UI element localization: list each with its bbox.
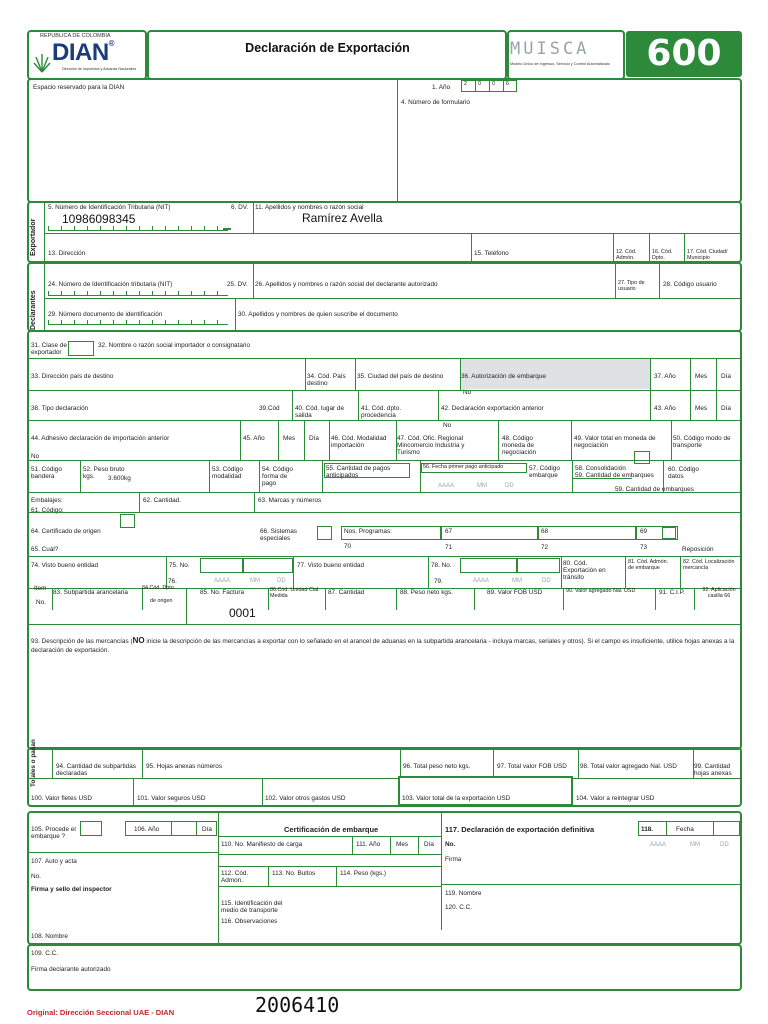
republic-label: REPUBLICA DE COLOMBIA [40,33,111,39]
nit-digit-ticks [48,291,228,296]
entity-approval-label-74: 74. Visto bueno entidad [31,562,99,569]
shipping-authorization-no: No [463,389,472,396]
location-code-label: 82. Cód. Localización mercancía [683,559,735,571]
cargo-manifest-label: 110. No. Manifiesto de carga [221,841,303,848]
proceed-shipment-label: 105. Procede el embarque ? [31,826,76,841]
definitive-signature-label: Firma [445,856,462,863]
added-value-label: 90. Valor agregado Nal. USD [566,588,636,594]
transport-mode-label: 50. Código modo de transporte [673,435,731,450]
r39-code-label: 39.Cód [259,405,280,412]
r118-label: 118. [641,826,654,833]
goods-description-label: 93. Descripción de las mercancías (NO inicie la descripción de las mercancías a exportar con lo señalado en el arancel de aduanas en la subpartida arancelaria - incluya marcas, seriales y otros). Si el campo es insuficiente, utilice hojas anexas a la declaración de exportación. [31,636,735,654]
inspector-name-label: 108. Nombre [31,933,68,940]
program-68-input[interactable] [538,526,636,540]
declarantes-section-label: Declarantes [30,290,37,330]
r45-year-label: 45. Año [243,435,265,442]
r111-year-label: 111. Año [356,841,381,848]
payment-form-label: 54. Código forma de pago [262,466,293,488]
quantity-label: 87. Cantidad [328,589,365,596]
approval-no-label-78: 78. No. [431,562,452,569]
total-fob-label: 97. Total valor FOB USD [497,763,567,770]
box66-application-label: 92. Aplicación casilla 66 [702,587,736,599]
special-systems-label: 66. Sistemas especiales [260,528,297,543]
advance-payments-label: 55. Cantidad de pagos anticipados [326,465,391,480]
date-day-hint: DD [505,483,514,489]
item-no-label: No. [36,599,46,606]
program-67-label: 67 [445,528,453,535]
approval-date-input-76[interactable] [243,558,293,573]
r37-day-label: Día [721,373,731,380]
auto-act-label: 107. Auto y acta [31,858,77,865]
exportador-nit-value[interactable]: 10986098345 [62,212,136,226]
date-year-hint: AAAA [650,842,667,848]
transit-export-label: 80. Cód. Exportación en tránsito [563,560,606,582]
r37-month-label: Mes [695,373,708,380]
total-currency-input[interactable] [634,451,650,464]
r43-day-label: Día [721,405,731,412]
declarante-doc-label: 29. Número documento de identificación [48,311,163,318]
shipment-code-label: 57. Código embarque [529,465,560,480]
dian-seal-icon [33,50,51,74]
previous-declaration-no: No [443,422,452,429]
year-digit: 0 [478,81,481,87]
date-month-hint: MM [477,483,487,489]
r111-day-label: Día [424,841,434,848]
dian-logo-text: DIAN® [52,39,115,66]
goods-description-input[interactable] [31,660,737,744]
invoice-no-label: 85. No. Factura [200,589,245,596]
reserved-label: Espacio reservado para la DIAN [33,84,125,91]
consolidation-label: 58. Consolidación [575,465,626,472]
entity-approval-label-77: 77. Visto bueno entidad [297,562,365,569]
packaging-quantity-label: 62. Cantidad. [143,497,182,504]
flag-code-label: 51. Código bandera [31,466,62,481]
total-currency-label: 49. Valor total en moneda de negociación [574,435,656,450]
freight-value-label: 100. Valor fletes USD [31,795,92,802]
programs-label: Nos. Programas: [344,528,392,535]
muisca-subtitle: Modelo Único de Ingresos, Servicio y Control Automatizado [510,62,611,66]
special-systems-checkbox[interactable] [317,526,332,540]
program-70-label: 70 [344,543,352,550]
import-sticker-label: 44. Adhesivo declaración de importación anterior [31,435,170,442]
annex-numbers-label: 95. Hojas anexas números [146,763,223,770]
other-costs-label: 102. Valor otros gastos USD [265,795,346,802]
approval-no-input-78[interactable] [460,558,517,573]
modality-code-label: 53. Código modalidad [212,466,243,481]
program-71-label: 71 [445,544,453,551]
observations-label: 116. Observaciones [221,918,278,925]
year-digit: 6 [506,81,509,87]
program-69-checkbox[interactable] [662,527,676,539]
reposition-label: Reposición [682,546,714,553]
approval-date-input-79[interactable] [517,558,560,573]
declaration-type-label: 38. Tipo declaración [31,405,89,412]
exportador-name-label: 11. Apellidos y nombres o razón social [255,204,364,211]
data-code-label: 60. Código datos [668,466,699,481]
currency-code-label: 48. Código moneda de negociación [502,435,537,457]
inspector-signature-label: Firma y sello del inspector [31,886,112,893]
total-net-weight-label: 96. Total peso neto kgs. [403,763,471,770]
date-year-hint: AAAA [473,578,490,584]
program-73-label: 73 [640,544,648,551]
which-label: 65. Cuál? [31,546,59,553]
previous-declaration-label: 42. Declaración exportación anterior [441,405,544,412]
declarant-cc-label: 109. C.C. [31,950,58,957]
insurance-value-label: 101. Valor seguros USD [137,795,206,802]
muisca-logo: MUISCA [510,39,590,59]
nit-digit-ticks [48,226,228,231]
form-number-label: 4. Número de formulario [401,99,470,106]
definitive-declaration-no-label: No. [445,841,456,848]
r37-year-label: 37. Año [654,373,676,380]
regional-office-label: 47. Cód. Ofic. Regional Mincomercio Industria y Turismo [397,435,465,457]
subheadings-count-label: 94. Cantidad de subpartidas declaradas [56,763,136,778]
tariff-subheading-label: 83. Subpartida arancelaria [53,589,128,596]
packages-count-label: 113. No. Bultos [272,870,316,877]
fob-value-label: 89. Valor FOB USD [487,589,543,596]
exportador-nit-label: 5. Número de Identificación Tributaria (NIT) [48,204,171,211]
proceed-shipment-input[interactable] [80,821,102,836]
exportador-phone-label: 15. Teléfono [474,250,509,257]
exportador-name-value[interactable]: Ramírez Avella [302,211,383,225]
item-label: Item [34,585,47,592]
r106-year-label: 106. Año [134,826,160,833]
program-72-label: 72 [541,544,549,551]
user-type-label: 27. Tipo de usuario [618,280,645,292]
program-69-label: 69 [640,528,648,535]
r45-day-label: Día [309,435,319,442]
year-digit: 0 [492,81,495,87]
exportador-address-label: 13. Dirección [48,250,86,257]
origin-dpto-label: 41. Cód. dpto. procedencia [361,405,402,420]
r112-admon-label: 112. Cód. Admon. [221,870,249,885]
auto-act-no-label: No. [31,873,41,880]
date-month-hint: MM [512,578,522,584]
declarante-dv-label: 25. DV. [227,281,248,288]
declarant-signature-label: Firma declarante autorizado [31,966,111,973]
total-added-value-label: 98. Total valor agregado Nal. USD [580,763,677,770]
origin-dpto-code-label: 84.Cód. Dpto. [142,585,176,591]
r45-month-label: Mes [283,435,296,442]
shipments-label: 59. Cantidad de embarques [615,486,694,493]
r43-month-label: Mes [695,405,708,412]
exportador-dv-label: 6. DV. [231,204,249,211]
shipping-authorization-label: 36. Autorización de embarque [461,373,546,380]
approval-no-input-75[interactable] [200,558,243,573]
shipment-admon-label: 81. Cód. Admón. de embarque [628,559,669,571]
origin-dpto-code-sub: de origen [150,598,173,604]
form-number-badge: 600 [626,31,742,77]
date-day-hint: DD [542,578,551,584]
doc-digit-ticks [48,320,228,325]
year-digit: 2 [464,81,467,87]
destination-city-label: 35. Ciudad del país de destino [357,373,444,380]
approval-no-label-75: 75. No. [169,562,190,569]
exportador-dpto-label: 16. Cód. Dpto. [652,249,673,261]
totals-section-label: Totales o pasan [30,739,37,787]
date-month-hint: MM [690,842,700,848]
import-modality-label: 46. Cód. Modalidad importación [331,435,387,450]
gross-weight-value[interactable]: 3.600kg [108,475,131,482]
date-day-hint: DD [277,578,286,584]
destination-country-label: 34. Cód. País destino [307,373,346,388]
repatriation-value-label: 104. Valor a reintegrar USD [576,795,655,802]
invoice-no-value[interactable]: 0001 [229,606,256,620]
departure-place-label: 40. Cód. lugar de salida [295,405,345,420]
weight-kgs-label: 114. Peso (kgs.) [340,870,387,877]
original-copy-label: Original: Dirección Seccional UAE - DIAN [27,1008,175,1017]
r118-date-label: Fecha [676,826,694,833]
packaging-code-label: 61. Código: [31,507,64,514]
date-label-79: 79. [434,578,443,585]
declarante-name-label: 26. Apellidos y nombres o razón social del declarante autorizado [255,281,438,288]
year-label: 1. Año [432,84,451,91]
date-month-hint: MM [250,578,260,584]
definitive-declaration-label: 117. Declaración de exportación definitiva [445,825,595,834]
origin-certificate-checkbox[interactable] [120,514,135,528]
date-year-hint: AAAA [214,578,231,584]
program-68-label: 68 [541,528,549,535]
total-export-value-label: 103. Valor total de la exportación USD [402,795,511,802]
exporter-class-label: 31. Clase de exportador [31,342,67,357]
r111-month-label: Mes [396,841,409,848]
shipping-certification-title: Certificación de embarque [284,825,379,834]
date-day-hint: DD [720,842,729,848]
signer-name-label: 119. Nombre [445,890,482,897]
shipments-count-label: 59. Cantidad de embarques [575,472,654,479]
cip-label: 91. C.I.P. [659,589,685,596]
marks-numbers-label: 63. Marcas y números [258,497,322,504]
exportador-section-label: Exportador [30,218,37,256]
transport-id-label: 115. Identificación del medio de transporte [221,900,283,915]
exportador-city-label: 17. Cód. Ciudad/ Municipio [687,249,728,261]
first-payment-date-label: 56. Fecha primer pago anticipado [423,464,504,470]
date-label-76: 76. [168,578,177,585]
exportador-admon-label: 12. Cód. Admón. [616,249,637,261]
form-title: Declaración de Exportación [245,41,410,55]
importer-name-label: 32. Nombre o razón social importador o consignatario [98,342,251,349]
program-67-input[interactable] [441,526,538,540]
date-year-hint: AAAA [438,483,455,489]
r43-year-label: 43. Año [654,405,676,412]
signer-cc-label: 120. C.C. [445,904,472,911]
declarant-signature-section [27,944,742,991]
form-serial-number: 2006410 [255,993,340,1017]
gross-weight-label: 52. Peso bruto kgs. [83,466,125,481]
packaging-label: Embalajes: [31,497,63,504]
annex-count-label: 99. Cantidad hojas anexas [694,763,732,778]
destination-address-label: 33. Dirección país de destino [31,373,114,380]
exporter-class-input[interactable] [68,341,94,356]
import-sticker-no: No [31,453,40,460]
dian-logo-subtitle: Dirección de Impuestos y Aduanas Nacionales [62,67,137,71]
reserved-section [27,78,742,203]
r106-day-label: Día [202,826,212,833]
net-weight-label: 88. Peso neto kgs. [400,589,453,596]
commercial-unit-label: 86.Cód. Unidad Cial. Medida [270,587,320,599]
user-code-label: 28. Código usuario [663,281,717,288]
declarante-nit-label: 24. Número de Identificación tributaria (NIT) [48,281,173,288]
origin-certificate-label: 64. Certificado de origen [31,528,101,535]
signer-label: 30. Apellidos y nombres de quien suscribe el documento [238,311,398,318]
